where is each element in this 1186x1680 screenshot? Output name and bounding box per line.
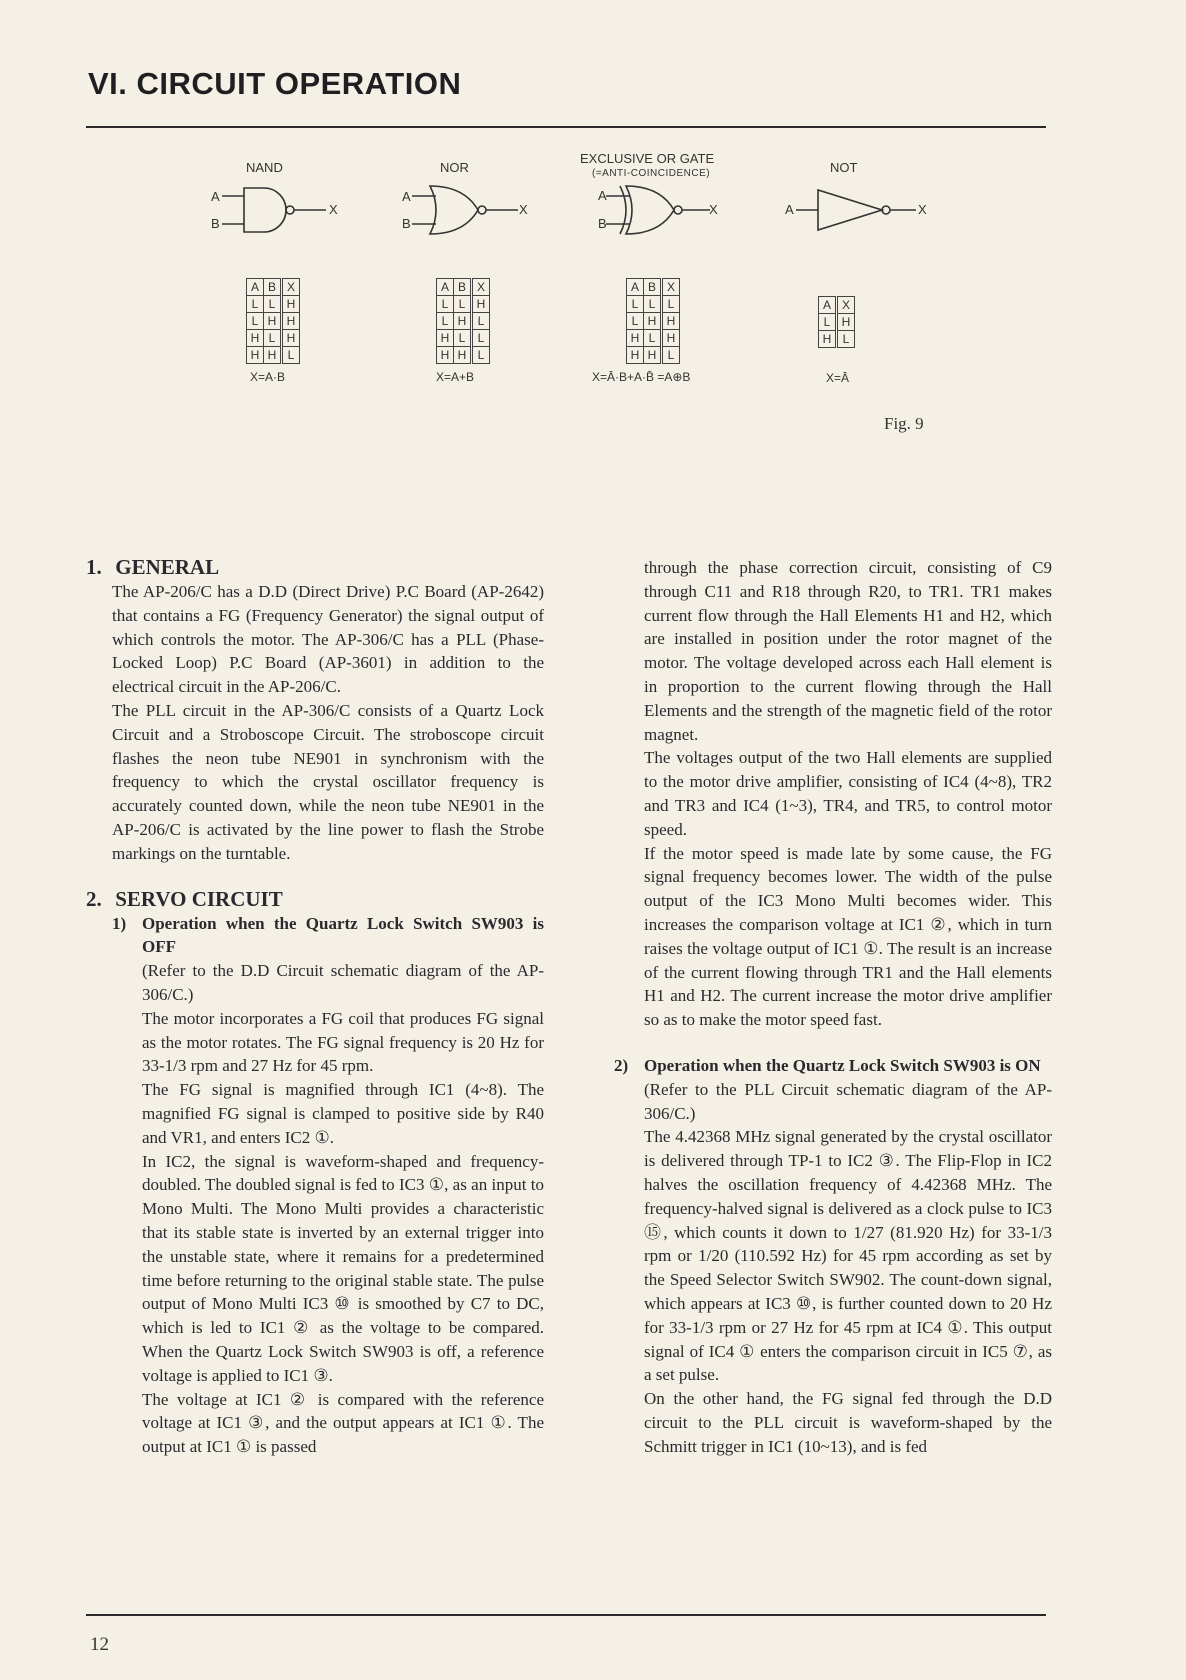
xor-formula: X=Ā·B+A·B̄ =A⊕B	[592, 370, 691, 384]
sw903-off-paragraph-7: The voltages output of the two Hall elements are supplied to the motor drive amplifier, consisting of IC4 (4~8), TR2 and TR3 and IC4 (1~3), TR4, and TR5, to control motor speed.	[644, 748, 1052, 839]
not-input-a-label: A	[785, 202, 794, 217]
left-column	[86, 554, 544, 1459]
xor-gate-label: EXCLUSIVE OR GATE	[580, 151, 715, 166]
nand-input-b-label: B	[211, 216, 220, 231]
nand-output-x-label: X	[329, 202, 338, 217]
nor-formula: X=A+B	[436, 370, 475, 384]
nand-formula: X=A·B	[250, 370, 286, 384]
nand-truth-table: A B X L L H L H H H L H H H L	[246, 278, 300, 364]
not-output-x-label: X	[918, 202, 927, 217]
sw903-off-paragraph-2: The motor incorporates a FG coil that produces FG signal as the motor rotates. The FG signal frequency is 20 Hz for 33-1/3 rpm and 27 Hz for 45 rpm.	[142, 1008, 544, 1076]
not-formula: X=Ā	[826, 371, 850, 385]
xor-input-b-label: B	[598, 216, 607, 231]
subsection-heading-sw903-off: 1) Operation when the Quartz Lock Switch SW903 is OFF	[112, 913, 544, 957]
sw903-off-paragraph-8: If the motor speed is made late by some cause, the FG signal frequency becomes lower. The width of the pulse output of the IC3 Mono Multi becomes wider. This increases the comparison voltage at IC1 ②, which in turn raises the voltage output of IC1 ①. The result is an increase of the current flowing through TR1 and the Hall elements H1 and H2. The current increase the motor drive amplifier so as to make the motor speed fast.	[644, 843, 1052, 1030]
sw903-off-paragraph-4: In IC2, the signal is waveform-shaped and frequency-doubled. The doubled signal is fed to IC3 ①, as an input to Mono Multi. The Mono Multi provides a characteristic that its stable state is inverted by an external trigger into the unstable state, where it remains for a predetermined time before returning to the original stable state. The pulse output of Mono Multi IC3 ⑩ is smoothed by C7 to DC, which is led to IC1 ② as the voltage to be compared. When the Quartz Lock Switch SW903 is off, a reference voltage is applied to IC1 ③.	[142, 1151, 544, 1385]
bottom-rule	[86, 1614, 1046, 1616]
page-title: VI. CIRCUIT OPERATION	[88, 66, 462, 101]
right-column	[614, 556, 1052, 1458]
section-heading-servo: 2. SERVO CIRCUIT	[86, 886, 283, 911]
page-number: 12	[90, 1634, 109, 1655]
xor-gate-symbol	[606, 182, 716, 238]
nor-gate-label: NOR	[440, 160, 469, 175]
general-paragraph-2: The PLL circuit in the AP-306/C consists of a Quartz Lock Circuit and a Stroboscope Circuit. The stroboscope circuit flashes the neon tube NE901 in synchronism with the frequency to which the crystal oscillator frequency is accurately counted down, while the neon tube NE901 in the AP-206/C is activated by the line power to flash the Strobe markings on the turntable.	[112, 700, 544, 863]
nand-input-a-label: A	[211, 189, 220, 204]
top-rule	[86, 126, 1046, 128]
nor-input-b-label: B	[402, 216, 411, 231]
sw903-off-paragraph-3: The FG signal is magnified through IC1 (4~8). The magnified FG signal is clamped to positive side by R40 and VR1, and enters IC2 ①.	[142, 1080, 544, 1147]
xor-gate-subtitle: (=ANTI-COINCIDENCE)	[592, 168, 711, 179]
sw903-off-paragraph-5: The voltage at IC1 ② is compared with the reference voltage at IC1 ③, and the output appears at IC1 ①. The output at IC1 ① is passed	[142, 1389, 544, 1457]
nor-gate-symbol	[412, 182, 524, 238]
xor-truth-table: A B X L L L L H H H L H H H L	[626, 278, 680, 364]
sw903-on-paragraph-2: The 4.42368 MHz signal generated by the crystal oscillator is delivered through TP-1 to IC2 ③. The Flip-Flop in IC2 halves the oscillation frequency of 4.42368 MHz. The frequency-halved signal is delivered as a clock pulse to IC3 ⑮, which counts it down to 1/27 (81.920 Hz) for 33-1/3 rpm or 1/20 (110.592 Hz) for 45 rpm according as set by the Speed Selector Switch SW902. The count-down signal, which appears at IC3 ⑩, is further counted down to 20 Hz for 33-1/3 rpm or 27 Hz for 45 rpm at IC4 ①. This output signal of IC4 ① enters the comparison circuit in IC5 ⑦, as a set pulse.	[644, 1127, 1052, 1385]
nor-output-x-label: X	[519, 202, 528, 217]
general-paragraph-1: The AP-206/C has a D.D (Direct Drive) P.C Board (AP-2642) that contains a FG (Frequency Generator) the signal output of which controls the motor. The AP-306/C has a PLL (Phase-Locked Loop) P.C Board (AP-3601) in addition to the electrical circuit in the AP-206/C.	[112, 582, 544, 697]
xor-output-x-label: X	[709, 202, 718, 217]
nand-gate-label: NAND	[246, 160, 283, 175]
nand-gate-symbol	[222, 184, 332, 236]
sw903-off-paragraph-1: (Refer to the D.D Circuit schematic diagram of the AP-306/C.)	[142, 961, 544, 1004]
xor-input-a-label: A	[598, 188, 607, 203]
sw903-on-paragraph-1: (Refer to the PLL Circuit schematic diagram of the AP-306/C.)	[644, 1079, 1052, 1123]
subsection-heading-sw903-on: 2) Operation when the Quartz Lock Switch SW903 is ON	[614, 1055, 1041, 1075]
figure-caption: Fig. 9	[884, 414, 924, 433]
not-truth-table: A X L H H L	[818, 296, 855, 348]
nor-input-a-label: A	[402, 189, 411, 204]
not-gate-label: NOT	[830, 160, 858, 175]
nor-truth-table: A B X L L H L H L H L L H H L	[436, 278, 490, 364]
not-gate-symbol	[796, 188, 920, 232]
sw903-on-paragraph-3: On the other hand, the FG signal fed through the D.D circuit to the PLL circuit is waveform-shaped by the Schmitt trigger in IC1 (10~13), and is fed	[644, 1389, 1052, 1456]
sw903-off-paragraph-6: through the phase correction circuit, consisting of C9 through C11 and R18 through R20, to TR1. TR1 makes current flow through the Hall Elements H1 and H2, which are installed in position under the rotor magnet of the motor. The voltage developed across each Hall element is in proportion to the current flowing through the Hall Elements and the strength of the magnetic field of the rotor magnet.	[644, 558, 1052, 744]
section-heading-general: 1. GENERAL	[86, 555, 220, 579]
